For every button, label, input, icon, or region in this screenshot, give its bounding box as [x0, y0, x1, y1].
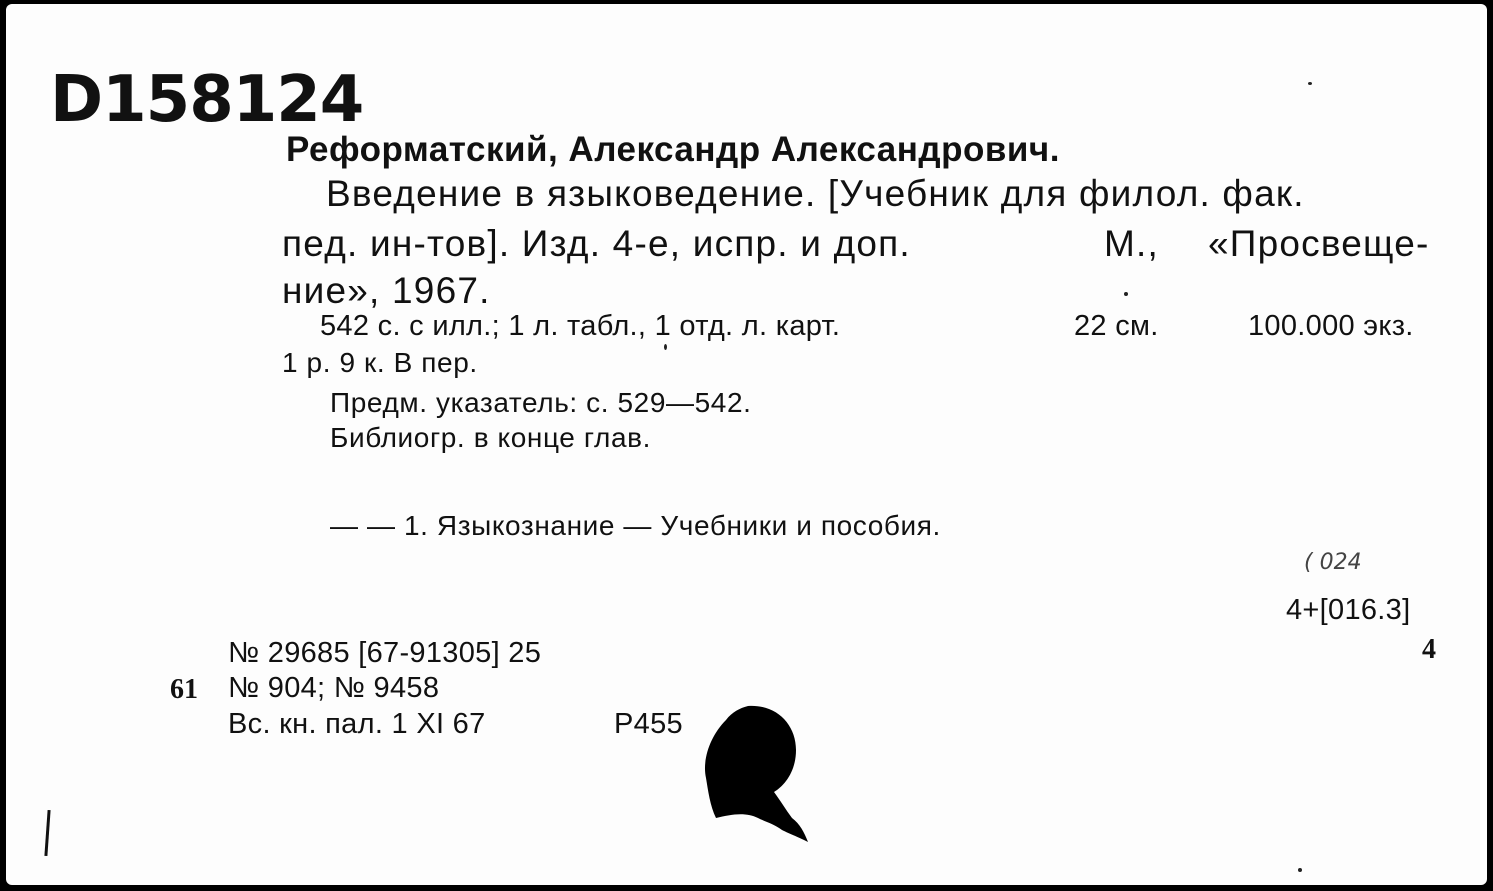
margin-number: 61: [170, 674, 198, 705]
title-line-2-publisher: «Просвеще-: [1208, 223, 1430, 264]
note-subject-index: Предм. указатель: с. 529—542.: [330, 387, 752, 418]
physical-size: 22 см.: [1074, 310, 1159, 342]
title-line-1: Введение в языковедение. [Учебник для филол. фак.: [326, 173, 1305, 214]
call-number: D158124: [50, 63, 364, 137]
note-bibliography: Библиогр. в конце глав.: [330, 422, 651, 453]
punch-hole: [696, 700, 826, 860]
catalog-card: [6, 4, 1487, 885]
handwritten-mark: ( 024: [1304, 550, 1362, 575]
scan-speck: [664, 344, 667, 350]
scan-speck: [1308, 82, 1312, 85]
title-line-2-edition: пед. ин-тов]. Изд. 4-е, испр. и доп.: [282, 223, 911, 264]
scan-speck: [1124, 292, 1128, 296]
card-numbers: № 904; № 9458: [228, 672, 440, 704]
price-binding: 1 р. 9 к. В пер.: [282, 347, 478, 378]
title-line-3: ние», 1967.: [282, 270, 491, 311]
scan-speck: [1298, 868, 1302, 872]
pen-mark: [44, 810, 50, 856]
print-run: 100.000 экз.: [1248, 310, 1414, 342]
subject-heading: — — 1. Языкознание — Учебники и пособия.: [330, 510, 941, 541]
author-mark: Р455: [614, 708, 683, 740]
author-heading: Реформатский, Александр Александрович.: [286, 130, 1060, 169]
registration-number: № 29685 [67-91305] 25: [228, 637, 542, 669]
book-chamber-date: Вс. кн. пал. 1 XI 67: [228, 708, 486, 740]
physical-description: 542 с. с илл.; 1 л. табл., 1 отд. л. карт.: [320, 310, 841, 342]
classification-code: 4+[016.3]: [1286, 594, 1411, 626]
title-line-2-place: М.,: [1104, 223, 1159, 264]
classification-code-sub: 4: [1422, 634, 1436, 665]
